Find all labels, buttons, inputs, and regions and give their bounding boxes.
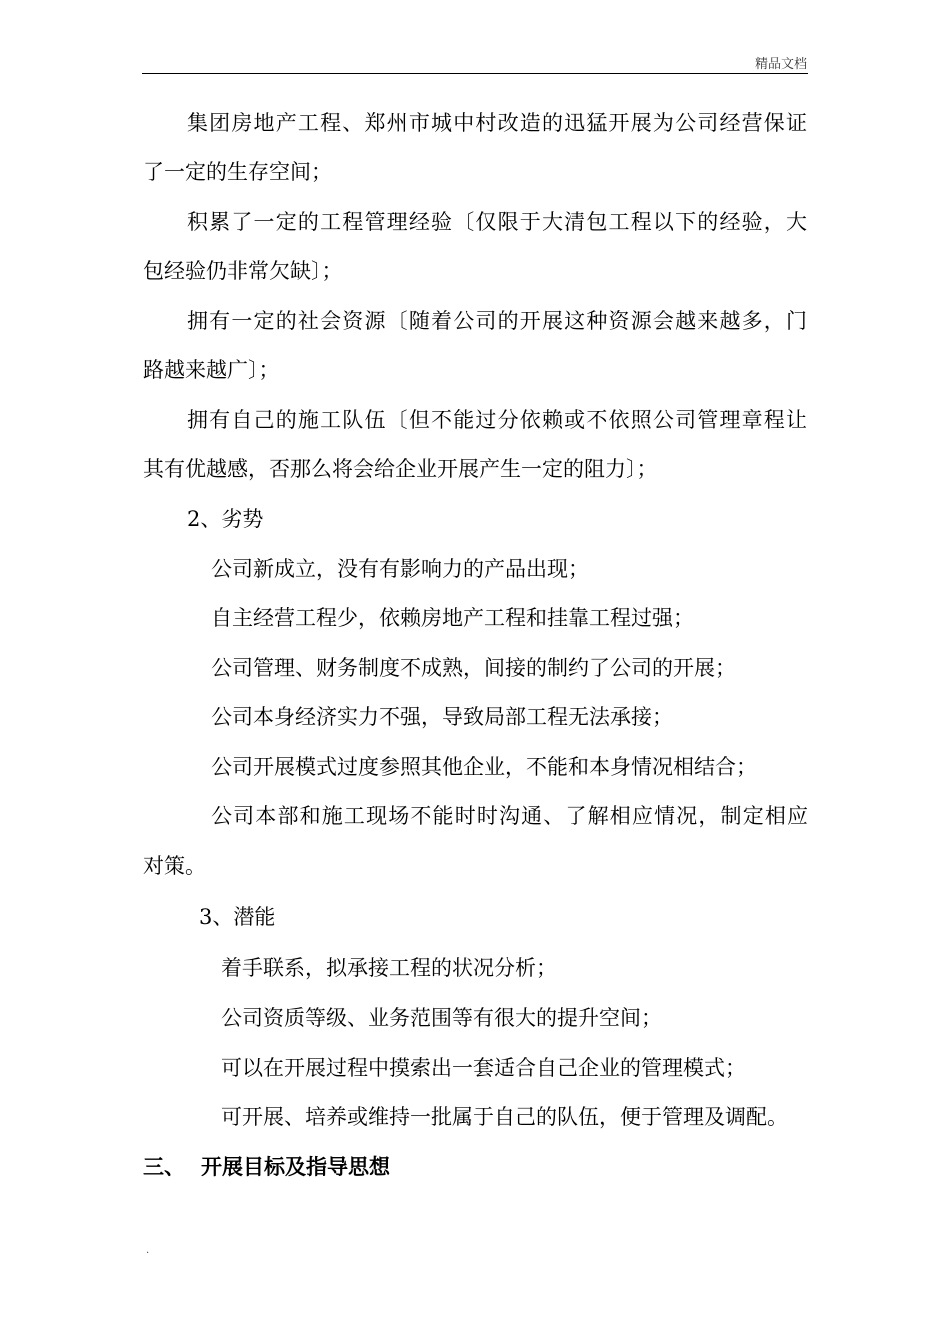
footer-mark: . — [146, 1245, 150, 1256]
list-item: 可开展、培养或维持一批属于自己的队伍，便于管理及调配。 — [221, 1105, 788, 1129]
list-item: 公司本部和施工现场不能时时沟通、了解相应情况，制定相应 — [211, 804, 808, 828]
list-item: 公司开展模式过度参照其他企业，不能和本身情况相结合； — [211, 755, 757, 779]
paragraph-line: 了一定的生存空间； — [143, 160, 332, 184]
header-rule — [142, 73, 808, 74]
paragraph-line: 拥有一定的社会资源〔随着公司的开展这种资源会越来越多，门 — [187, 309, 807, 333]
list-item: 公司管理、财务制度不成熟，间接的制约了公司的开展； — [211, 656, 736, 680]
section-title: 开展目标及指导思想 — [201, 1154, 390, 1179]
paragraph-line: 包经验仍非常欠缺〕； — [143, 259, 343, 283]
list-item: 可以在开展过程中摸索出一套适合自己企业的管理模式； — [221, 1056, 746, 1080]
list-item: 公司资质等级、业务范围等有很大的提升空间； — [221, 1006, 662, 1030]
subheading-potential: 3、潜能 — [199, 905, 276, 929]
list-item-continuation: 对策。 — [143, 854, 206, 878]
paragraph-line: 路越来越广〕； — [143, 358, 280, 382]
list-item: 着手联系，拟承接工程的状况分析； — [221, 956, 557, 980]
list-item: 自主经营工程少，依赖房地产工程和挂靠工程过强； — [211, 606, 694, 630]
subheading-weaknesses: 2、劣势 — [187, 507, 264, 531]
section-number: 三、 — [143, 1154, 185, 1179]
list-item: 公司新成立，没有有影响力的产品出现； — [211, 557, 589, 581]
paragraph-line: 拥有自己的施工队伍〔但不能过分依赖或不依照公司管理章程让 — [187, 408, 807, 432]
paragraph-line: 其有优越感，否那么将会给企业开展产生一定的阻力〕； — [143, 457, 658, 481]
list-item: 公司本身经济实力不强，导致局部工程无法承接； — [211, 705, 673, 729]
header-label: 精品文档 — [754, 57, 807, 72]
paragraph-line: 集团房地产工程、郑州市城中村改造的迅猛开展为公司经营保证 — [187, 111, 807, 135]
paragraph-line: 积累了一定的工程管理经验〔仅限于大清包工程以下的经验，大 — [187, 210, 807, 234]
